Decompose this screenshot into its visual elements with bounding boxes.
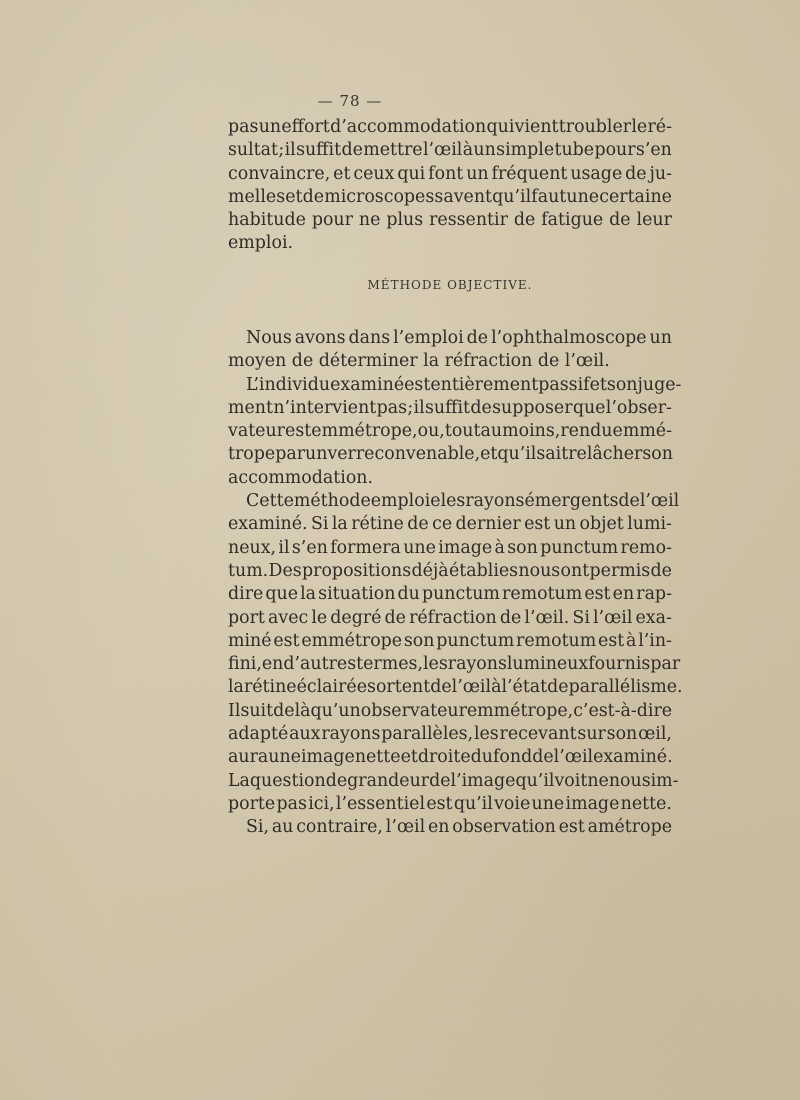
text-line: fini, en d’autres termes, les rayons lumineux fournis par — [228, 654, 681, 675]
text-line: examiné. Si la rétine de ce dernier est un objet lumi- — [228, 514, 672, 535]
text-line: ment n’intervient pas ; il suffit de supposer que l’obser- — [228, 397, 672, 418]
text-line: neux, il s’en formera une image à son punctum remo- — [228, 537, 672, 558]
text-line: trope par un verre convenable, et qu’il sait relâcher son — [228, 444, 673, 465]
text-line: Si, au contraire, l’œil en observation est amétrope — [246, 817, 672, 838]
text-line: port avec le degré de réfraction de l’œil. Si l’œil exa- — [228, 607, 672, 628]
text-line: accommodation. — [228, 467, 374, 488]
text-line: emploi. — [228, 233, 294, 254]
text-line: Il suit de là qu’un observateur emmétrope, c’est-à-dire — [228, 700, 673, 721]
text-line: La question de grandeur de l’image qu’il voit ne nous im- — [228, 770, 679, 791]
paragraph-continuation — [228, 116, 672, 256]
text-line: adapté aux rayons parallèles, les recevant sur son œil, — [228, 724, 672, 745]
text-line: convaincre, et ceux qui font un fréquent usage de ju- — [228, 163, 672, 184]
text-line: vateur est emmétrope, ou, tout au moins, rendu emmé- — [228, 421, 672, 442]
text-line: porte pas ici, l’essentiel est qu’il voie une image nette. — [228, 793, 672, 814]
text-line: la rétine éclairée sortent de l’œil à l’état de parallélisme. — [228, 677, 683, 698]
text-line: pas un effort d’accommodation qui vient troubler le ré- — [228, 117, 672, 137]
text-line: habitude pour ne plus ressentir de fatigue de leur — [228, 210, 672, 231]
paragraph-body — [228, 327, 683, 840]
page-number: — 78 — — [317, 92, 383, 110]
text-line: aura une image nette et droite du fond de l’œil examiné. — [228, 747, 673, 768]
text-line: dire que la situation du punctum remotum est en rap- — [228, 584, 672, 605]
text-line: miné est emmétrope son punctum remotum est à l’in- — [228, 630, 672, 651]
section-heading: MÉTHODE OBJECTIVE. — [367, 278, 533, 292]
text-line: Cette méthode emploie les rayons émergents de l’œil — [246, 491, 680, 512]
text-line: sultat ; il suffit de mettre l’œil à un simple tube pour s’en — [228, 140, 672, 161]
text-line: melles et de microscopes savent qu’il faut une certaine — [228, 186, 672, 207]
text-line: moyen de déterminer la réfraction de l’œil. — [228, 351, 610, 372]
text-line: Nous avons dans l’emploi de l’ophthalmoscope un — [246, 328, 672, 348]
text-line: L’individu examiné est entièrement passif et son juge- — [246, 374, 682, 395]
text-line: tum. Des propositions déjà établies nous ont permis de — [228, 560, 672, 581]
